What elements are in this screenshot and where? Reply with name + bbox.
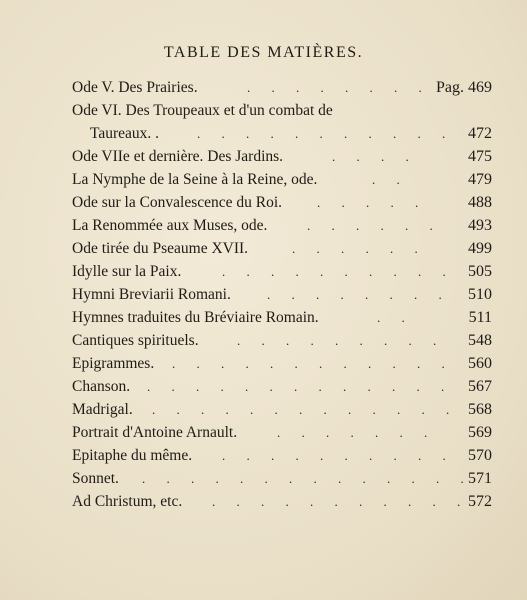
toc-leader-dots: . . . . . . . bbox=[277, 425, 437, 440]
toc-page-number: 548 bbox=[468, 332, 492, 349]
page-title: TABLE DES MATIÈRES. bbox=[163, 44, 364, 61]
toc-entry-title: Ode VI. Des Troupeaux et d'un combat de bbox=[72, 102, 333, 119]
toc-entry bbox=[72, 421, 492, 444]
toc-entry bbox=[72, 237, 492, 260]
toc-leader-dots: . . . . bbox=[332, 149, 418, 164]
toc-page-number: 510 bbox=[468, 286, 492, 303]
toc-entry-title: Hymni Breviarii Romani. bbox=[72, 286, 231, 303]
toc-entry-title: Taureaux. . bbox=[90, 125, 160, 142]
toc-leader-dots: . . . . . . . . . bbox=[237, 333, 446, 348]
toc-leader-dots: . . . . . . bbox=[292, 241, 427, 256]
toc-entry-title: Sonnet. bbox=[72, 470, 119, 487]
toc-page-number: 511 bbox=[468, 309, 492, 326]
toc-page-number: 570 bbox=[468, 447, 492, 464]
toc-page-number: 571 bbox=[468, 470, 492, 487]
toc-entry bbox=[72, 306, 492, 329]
table-of-contents bbox=[72, 76, 492, 513]
toc-entry-title: Ode V. Des Prairies. bbox=[72, 79, 198, 96]
toc-entry-title: Ode sur la Convalescence du Roi. bbox=[72, 194, 283, 211]
toc-entry bbox=[72, 490, 492, 513]
toc-entry bbox=[72, 283, 492, 306]
toc-page-number: 569 bbox=[468, 424, 492, 441]
toc-leader-dots: . . . . . . . . . . bbox=[222, 448, 455, 463]
toc-entry-title: Chanson. bbox=[72, 378, 131, 395]
toc-leader-dots: . . . . . . . . . . . . . . bbox=[142, 471, 473, 486]
toc-leader-dots: . . . . . bbox=[317, 195, 428, 210]
toc-entry-title: La Nymphe de la Seine à la Reine, ode. bbox=[72, 171, 318, 188]
toc-leader-dots: . . . . . . . . bbox=[267, 287, 451, 302]
toc-page-number: 493 bbox=[468, 217, 492, 234]
toc-entry bbox=[72, 191, 492, 214]
toc-entry-title: Hymnes traduites du Bréviaire Romain. bbox=[72, 309, 319, 326]
toc-leader-dots: . . bbox=[377, 310, 414, 325]
toc-leader-dots: . . . . . . . . . . . . . bbox=[147, 379, 454, 394]
toc-page-number: 505 bbox=[468, 263, 492, 280]
toc-entry-title: La Renommée aux Muses, ode. bbox=[72, 217, 268, 234]
toc-entry-title: Portrait d'Antoine Arnault. bbox=[72, 424, 238, 441]
toc-entry bbox=[72, 122, 492, 145]
toc-leader-dots: . . . . . . . . . . . bbox=[197, 126, 455, 141]
toc-entry-title: Cantiques spirituels. bbox=[72, 332, 199, 349]
toc-page-number: 572 bbox=[468, 493, 492, 510]
toc-entry bbox=[72, 76, 492, 99]
toc-page-number: 567 bbox=[468, 378, 492, 395]
toc-page-number: 488 bbox=[468, 194, 492, 211]
toc-entry bbox=[72, 168, 492, 191]
toc-page-number: 568 bbox=[468, 401, 492, 418]
toc-entry-title: Idylle sur la Paix. bbox=[72, 263, 182, 280]
toc-entry-title: Epigrammes. bbox=[72, 355, 155, 372]
toc-entry bbox=[72, 398, 492, 421]
toc-leader-dots: . . bbox=[372, 172, 409, 187]
toc-entry-title: Ad Christum, etc. bbox=[72, 493, 183, 510]
toc-entry-title: Ode tirée du Pseaume XVII. bbox=[72, 240, 249, 257]
toc-leader-dots: . . . . . . bbox=[307, 218, 442, 233]
toc-leader-dots: . . . . . . . . . . . bbox=[212, 494, 470, 509]
toc-page-number: 560 bbox=[468, 355, 492, 372]
toc-entry bbox=[72, 260, 492, 283]
toc-leader-dots: . . . . . . . . . . . . bbox=[172, 356, 454, 371]
toc-page-number: 479 bbox=[468, 171, 492, 188]
toc-leader-dots: . . . . . . . . . . bbox=[222, 264, 455, 279]
toc-entry bbox=[72, 145, 492, 168]
toc-entry bbox=[72, 214, 492, 237]
toc-leader-dots: . . . . . . . . . . . . . bbox=[152, 402, 459, 417]
toc-entry-title: Ode VIIe et dernière. Des Jardins. bbox=[72, 148, 284, 165]
toc-entry bbox=[72, 352, 492, 375]
toc-page-number: 472 bbox=[468, 125, 492, 142]
toc-entry bbox=[72, 467, 492, 490]
toc-entry bbox=[72, 329, 492, 352]
toc-leader-dots: . . . . . . . . bbox=[247, 80, 431, 95]
toc-page-number: 499 bbox=[468, 240, 492, 257]
toc-entry-title: Madrigal. bbox=[72, 401, 133, 418]
toc-entry bbox=[72, 375, 492, 398]
toc-page-number: 475 bbox=[468, 148, 492, 165]
toc-entry bbox=[72, 444, 492, 467]
toc-entry-title: Epitaphe du même. bbox=[72, 447, 193, 464]
toc-page-number: Pag. 469 bbox=[436, 79, 492, 96]
toc-entry bbox=[72, 99, 492, 122]
